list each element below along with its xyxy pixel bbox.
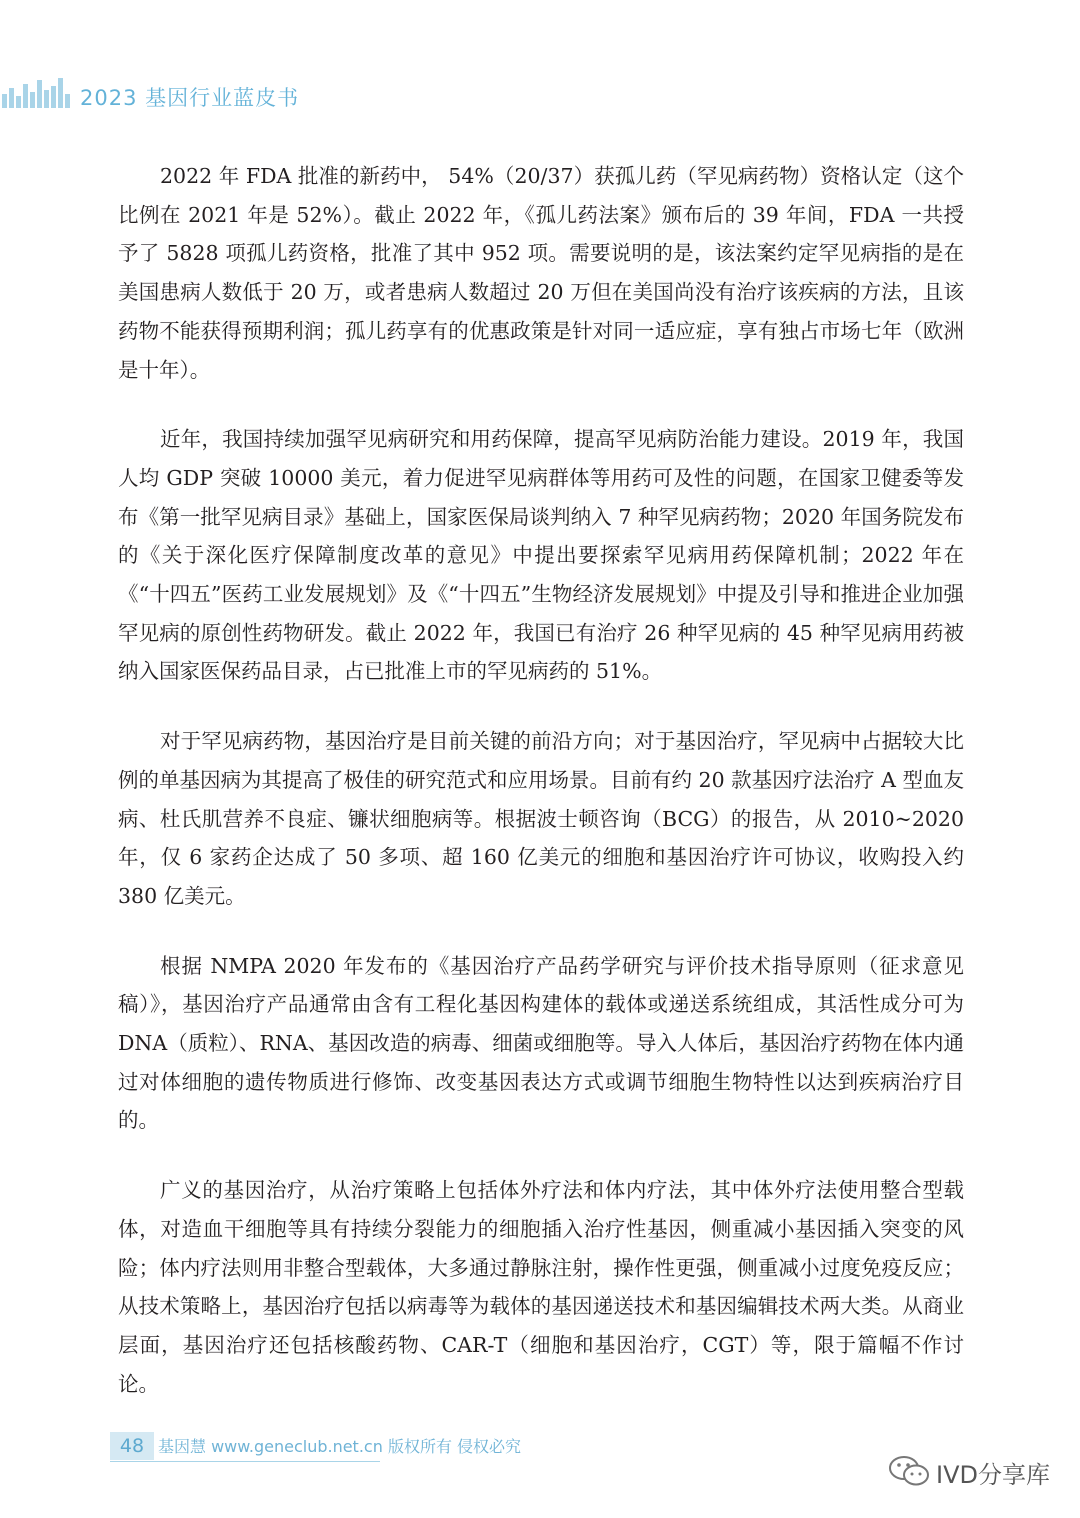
header-bars-decoration — [0, 76, 70, 108]
watermark-text: IVD分享库 — [936, 1460, 1050, 1489]
paragraph-gene-therapy-strategies: 广义的基因治疗，从治疗策略上包括体外疗法和体内疗法，其中体外疗法使用整合型载体，对造血干细胞等具有持续分裂能力的细胞插入治疗性基因，侧重减小基因插入突变的风险；体内疗法则用非整合型载体，大多通过静脉注射，操作性更强，侧重减小过度免疫反应；从技术策略上，基因治疗包括以病毒等为载体的基因递送技术和基因编辑技术两大类。从商业层面，基因治疗还包括核酸药物、CAR-T（细胞和基因治疗，CGT）等，限于篇幅不作讨论。 — [118, 1178, 964, 1396]
watermark — [888, 1452, 1050, 1492]
page-number: 48 — [110, 1432, 154, 1460]
page-header — [0, 76, 600, 112]
paragraph-nmpa-definition: 根据 NMPA 2020 年发布的《基因治疗产品药学研究与评价技术指导原则（征求意见稿）》，基因治疗产品通常由含有工程化基因构建体的载体或递送系统组成，其活性成分可为 DNA（质粒）、RNA、基因改造的病毒、细菌或细胞等。导入人体后，基因治疗药物在体内通过对体细胞的遗传物质进行修饰、改变基因表达方式或调节细胞生物特性以达到疾病治疗目的。 — [118, 953, 964, 1133]
body-text — [118, 157, 964, 1434]
footer-text: 基因慧 www.geneclub.net.cn 版权所有 侵权必究 — [158, 1437, 522, 1456]
page-footer — [110, 1430, 810, 1464]
header-title: 2023 基因行业蓝皮书 — [80, 86, 300, 110]
paragraph-orphan-drugs: 2022 年 FDA 批准的新药中， 54%（20/37）获孤儿药（罕见病药物）资格认定（这个比例在 2021 年是 52%）。截止 2022 年，《孤儿药法案》颁布后的 39 年间，FDA 一共授予了 5828 项孤儿药资格，批准了其中 952 项。需要说明的是，该法案约定罕见病指的是在美国患病人数低于 20 万，或者患病人数超过 20 万但在美国尚没有治疗该疾病的方法，且该药物不能获得预期利润；孤儿药享有的优惠政策是针对同一适应症，享有独占市场七年（欧洲是十年）。 — [118, 164, 964, 382]
footer-divider — [110, 1461, 380, 1462]
paragraph-gene-therapy-frontier: 对于罕见病药物，基因治疗是目前关键的前沿方向；对于基因治疗，罕见病中占据较大比例的单基因病为其提高了极佳的研究范式和应用场景。目前有约 20 款基因疗法治疗 A 型血友病、杜氏肌营养不良症、镰状细胞病等。根据波士顿咨询（BCG）的报告，从 2010~2020 年，仅 6 家药企达成了 50 多项、超 160 亿美元的细胞和基因治疗许可协议，收购投入约 380 亿美元。 — [118, 729, 964, 908]
wechat-icon — [888, 1453, 932, 1491]
paragraph-china-rare-disease: 近年，我国持续加强罕见病研究和用药保障，提高罕见病防治能力建设。2019 年，我国人均 GDP 突破 10000 美元，着力促进罕见病群体等用药可及性的问题，在国家卫健委等发布《第一批罕见病目录》基础上，国家医保局谈判纳入 7 种罕见病药物；2020 年国务院发布的《关于深化医疗保障制度改革的意见》中提出要探索罕见病用药保障机制；2022 年在《“十四五”医药工业发展规划》及《“十四五”生物经济发展规划》中提及引导和推进企业加强罕见病的原创性药物研发。截止 2022 年，我国已有治疗 26 种罕见病的 45 种罕见病用药被纳入国家医保药品目录，占已批准上市的罕见病药的 51%。 — [118, 427, 964, 684]
